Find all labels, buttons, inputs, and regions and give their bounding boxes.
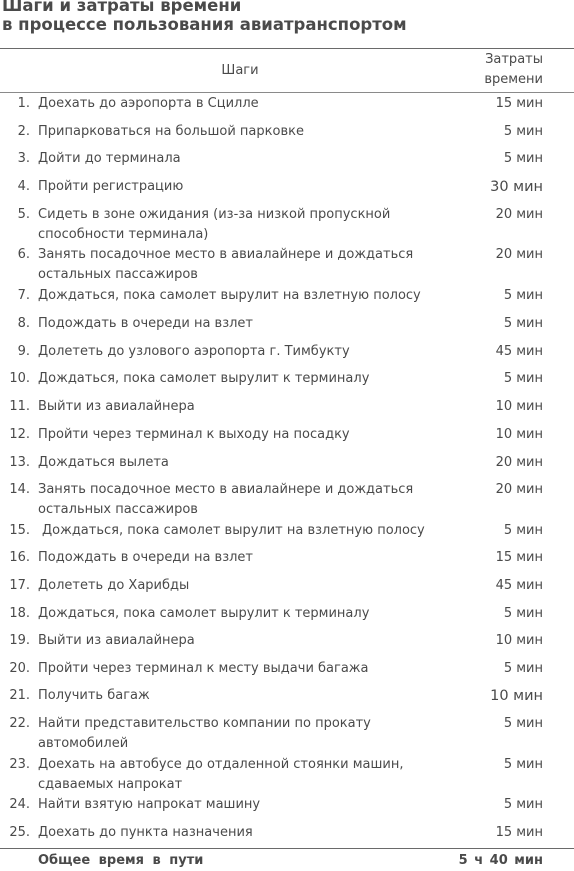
row-number: 3. bbox=[17, 151, 30, 166]
row-time: 5 мин bbox=[503, 124, 543, 139]
row-number: 12. bbox=[9, 427, 30, 442]
row-number: 19. bbox=[9, 633, 30, 648]
row-time: 5 мин bbox=[503, 797, 543, 812]
row-step: Найти взятую напрокат машину bbox=[38, 797, 261, 812]
row-time: 20 мин bbox=[495, 455, 543, 470]
row-number: 10. bbox=[9, 371, 30, 386]
row-step: Занять посадочное место в авиалайнере и дождаться остальных пассажиров bbox=[38, 247, 414, 282]
row-number: 25. bbox=[9, 825, 30, 840]
row-time: 5 мин bbox=[503, 757, 543, 772]
row-time: 10 мин bbox=[490, 688, 543, 704]
row-number: 1. bbox=[17, 96, 30, 111]
row-time: 10 мин bbox=[495, 399, 543, 414]
row-time: 20 мин bbox=[495, 247, 543, 262]
row-time: 10 мин bbox=[495, 633, 543, 648]
row-time: 10 мин bbox=[495, 427, 543, 442]
title-line-1: Шаги и затраты времени bbox=[2, 0, 242, 15]
table-bottom-rule bbox=[0, 848, 574, 849]
row-step: Выйти из авиалайнера bbox=[38, 399, 195, 414]
row-time: 20 мин bbox=[495, 207, 543, 222]
row-number: 13. bbox=[9, 455, 30, 470]
row-step: Доехать до пункта назначения bbox=[38, 825, 253, 840]
row-time: 45 мин bbox=[495, 344, 543, 359]
row-number: 2. bbox=[17, 124, 30, 139]
total-value: 5 ч 40 мин bbox=[458, 853, 543, 868]
row-step: Получить багаж bbox=[38, 688, 150, 703]
column-header-time bbox=[463, 50, 543, 90]
row-time: 5 мин bbox=[503, 523, 543, 538]
row-time: 15 мин bbox=[495, 825, 543, 840]
row-number: 5. bbox=[17, 207, 30, 222]
row-step: Дождаться, пока самолет вырулит на взлетную полосу bbox=[38, 288, 421, 303]
row-step: Выйти из авиалайнера bbox=[38, 633, 195, 648]
row-step: Занять посадочное место в авиалайнере и дождаться остальных пассажиров bbox=[38, 482, 414, 517]
row-number: 21. bbox=[9, 688, 30, 703]
row-step: Дождаться вылета bbox=[38, 455, 169, 470]
table-header-rule bbox=[0, 92, 574, 93]
row-number: 9. bbox=[17, 344, 30, 359]
row-step: Дойти до терминала bbox=[38, 151, 181, 166]
row-step: Пройти через терминал к месту выдачи багажа bbox=[38, 661, 369, 676]
row-time: 5 мин bbox=[503, 716, 543, 731]
row-time: 5 мин bbox=[503, 606, 543, 621]
document-title bbox=[2, 0, 407, 34]
row-step: Дождаться, пока самолет вырулит к терминалу bbox=[38, 371, 370, 386]
row-number: 17. bbox=[9, 578, 30, 593]
row-step: Сидеть в зоне ожидания (из-за низкой пропускной способности терминала) bbox=[38, 207, 391, 242]
row-number: 23. bbox=[9, 757, 30, 772]
row-time: 5 мин bbox=[503, 661, 543, 676]
row-step: Припарковаться на большой парковке bbox=[38, 124, 304, 139]
total-label: Общее время в пути bbox=[38, 853, 204, 868]
row-number: 11. bbox=[9, 399, 30, 414]
row-step: Дождаться, пока самолет вырулит к терминалу bbox=[38, 606, 370, 621]
row-step: Дождаться, пока самолет вырулит на взлетную полосу bbox=[42, 523, 425, 538]
row-number: 18. bbox=[9, 606, 30, 621]
column-header-time-line-1: Затраты bbox=[485, 52, 543, 67]
column-header-steps: Шаги bbox=[221, 63, 259, 78]
row-time: 5 мин bbox=[503, 316, 543, 331]
row-number: 20. bbox=[9, 661, 30, 676]
row-time: 5 мин bbox=[503, 288, 543, 303]
title-line-2: в процессе пользования авиатранспортом bbox=[2, 15, 407, 34]
row-number: 7. bbox=[17, 288, 30, 303]
row-time: 20 мин bbox=[495, 482, 543, 497]
row-number: 14. bbox=[9, 482, 30, 497]
table-top-rule bbox=[0, 48, 574, 49]
row-time: 30 мин bbox=[490, 179, 543, 195]
row-number: 8. bbox=[17, 316, 30, 331]
row-time: 15 мин bbox=[495, 96, 543, 111]
row-step: Пройти через терминал к выходу на посадку bbox=[38, 427, 350, 442]
row-number: 4. bbox=[17, 179, 30, 194]
row-step: Подождать в очереди на взлет bbox=[38, 550, 254, 565]
row-number: 16. bbox=[9, 550, 30, 565]
row-number: 6. bbox=[17, 247, 30, 262]
row-step: Долететь до узлового аэропорта г. Тимбукту bbox=[38, 344, 350, 359]
row-step: Доехать на автобусе до отдаленной стоянки машин, сдаваемых напрокат bbox=[38, 757, 404, 792]
row-step: Подождать в очереди на взлет bbox=[38, 316, 254, 331]
row-time: 5 мин bbox=[503, 151, 543, 166]
row-number: 22. bbox=[9, 716, 30, 731]
row-number: 15. bbox=[9, 523, 30, 538]
row-time: 5 мин bbox=[503, 371, 543, 386]
row-time: 15 мин bbox=[495, 550, 543, 565]
row-step: Долететь до Харибды bbox=[38, 578, 190, 593]
row-step: Найти представительство компании по прокату автомобилей bbox=[38, 716, 371, 751]
row-step: Доехать до аэропорта в Сцилле bbox=[38, 96, 259, 111]
column-header-time-line-2: времени bbox=[484, 72, 543, 87]
row-time: 45 мин bbox=[495, 578, 543, 593]
row-number: 24. bbox=[9, 797, 30, 812]
row-step: Пройти регистрацию bbox=[38, 179, 184, 194]
